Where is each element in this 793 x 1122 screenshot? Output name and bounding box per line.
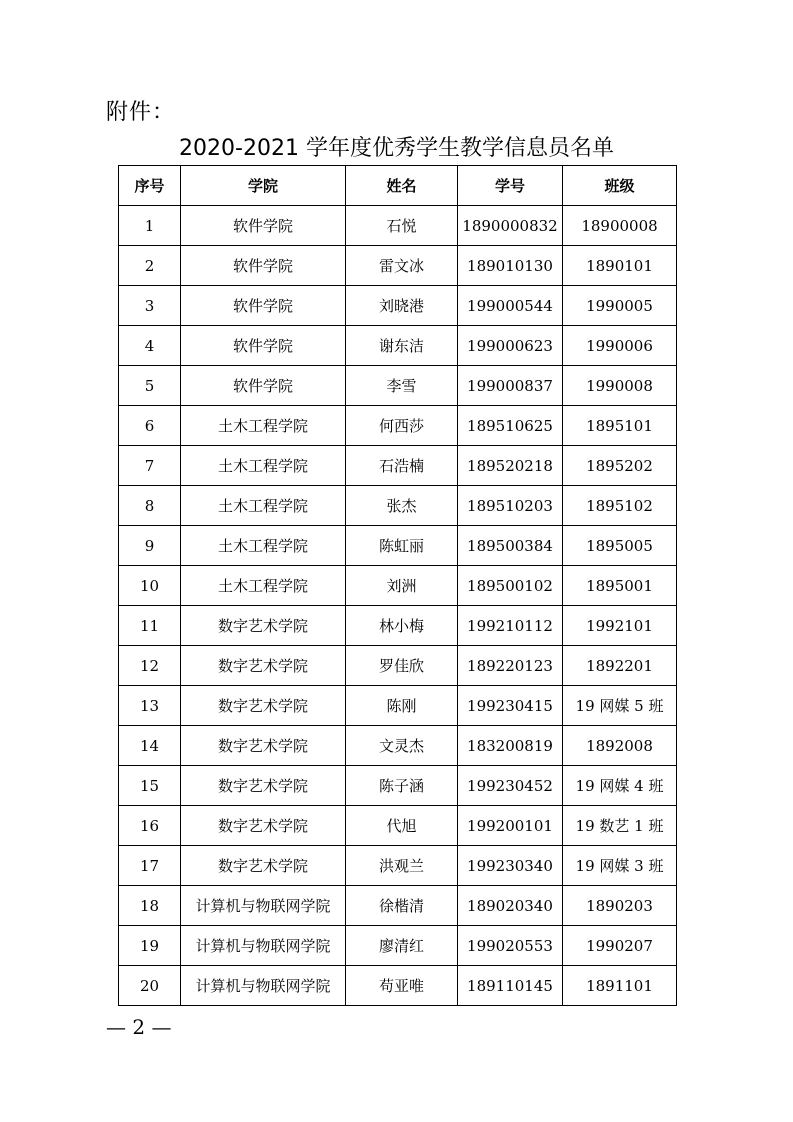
table-row [119, 726, 677, 766]
cell-name: 代旭 [346, 806, 458, 846]
cell-student-id: 189510625 [458, 406, 563, 446]
cell-name: 陈虹丽 [346, 526, 458, 566]
cell-student-id: 183200819 [458, 726, 563, 766]
cell-class: 1895101 [563, 406, 677, 446]
cell-college: 数字艺术学院 [181, 806, 346, 846]
cell-name: 陈子涵 [346, 766, 458, 806]
cell-name: 何西莎 [346, 406, 458, 446]
cell-student-id: 189110145 [458, 966, 563, 1006]
cell-index: 18 [119, 886, 181, 926]
table-row [119, 406, 677, 446]
cell-class: 19 网媒 5 班 [563, 686, 677, 726]
table-row [119, 886, 677, 926]
table-row [119, 326, 677, 366]
cell-college: 数字艺术学院 [181, 646, 346, 686]
table-row [119, 686, 677, 726]
cell-college: 数字艺术学院 [181, 606, 346, 646]
cell-college: 计算机与物联网学院 [181, 926, 346, 966]
cell-student-id: 189010130 [458, 246, 563, 286]
cell-college: 土木工程学院 [181, 526, 346, 566]
cell-name: 林小梅 [346, 606, 458, 646]
cell-college: 数字艺术学院 [181, 686, 346, 726]
table-body [119, 206, 677, 1006]
cell-student-id: 189520218 [458, 446, 563, 486]
cell-index: 3 [119, 286, 181, 326]
cell-class: 1990008 [563, 366, 677, 406]
cell-college: 计算机与物联网学院 [181, 966, 346, 1006]
cell-class: 1895102 [563, 486, 677, 526]
cell-student-id: 189020340 [458, 886, 563, 926]
cell-college: 数字艺术学院 [181, 766, 346, 806]
table-header-row [119, 166, 677, 206]
cell-college: 土木工程学院 [181, 486, 346, 526]
table-row [119, 486, 677, 526]
table-row [119, 806, 677, 846]
cell-student-id: 199230340 [458, 846, 563, 886]
cell-index: 10 [119, 566, 181, 606]
header-index: 序号 [119, 166, 181, 206]
cell-class: 1890203 [563, 886, 677, 926]
cell-class: 19 数艺 1 班 [563, 806, 677, 846]
cell-college: 土木工程学院 [181, 566, 346, 606]
cell-name: 刘晓港 [346, 286, 458, 326]
cell-index: 7 [119, 446, 181, 486]
cell-index: 4 [119, 326, 181, 366]
cell-index: 16 [119, 806, 181, 846]
cell-student-id: 189500102 [458, 566, 563, 606]
cell-student-id: 1890000832 [458, 206, 563, 246]
cell-class: 1990006 [563, 326, 677, 366]
header-class: 班级 [563, 166, 677, 206]
cell-name: 石浩楠 [346, 446, 458, 486]
cell-index: 12 [119, 646, 181, 686]
cell-student-id: 189220123 [458, 646, 563, 686]
cell-index: 5 [119, 366, 181, 406]
cell-student-id: 199210112 [458, 606, 563, 646]
cell-college: 数字艺术学院 [181, 726, 346, 766]
cell-index: 6 [119, 406, 181, 446]
cell-college: 土木工程学院 [181, 446, 346, 486]
cell-class: 1895202 [563, 446, 677, 486]
cell-class: 1895005 [563, 526, 677, 566]
cell-name: 李雪 [346, 366, 458, 406]
cell-student-id: 189510203 [458, 486, 563, 526]
cell-college: 数字艺术学院 [181, 846, 346, 886]
table-row [119, 966, 677, 1006]
cell-class: 1892008 [563, 726, 677, 766]
cell-name: 刘洲 [346, 566, 458, 606]
table-row [119, 286, 677, 326]
cell-college: 计算机与物联网学院 [181, 886, 346, 926]
table-row [119, 926, 677, 966]
cell-name: 洪观兰 [346, 846, 458, 886]
table-row [119, 246, 677, 286]
cell-college: 软件学院 [181, 206, 346, 246]
cell-name: 罗佳欣 [346, 646, 458, 686]
roster-table [118, 165, 677, 1006]
page-number: — 2 — [106, 1015, 172, 1039]
cell-name: 苟亚唯 [346, 966, 458, 1006]
cell-name: 谢东洁 [346, 326, 458, 366]
cell-student-id: 189500384 [458, 526, 563, 566]
cell-class: 19 网媒 3 班 [563, 846, 677, 886]
cell-index: 2 [119, 246, 181, 286]
cell-index: 9 [119, 526, 181, 566]
cell-student-id: 199230415 [458, 686, 563, 726]
cell-student-id: 199000623 [458, 326, 563, 366]
cell-student-id: 199000837 [458, 366, 563, 406]
cell-name: 雷文冰 [346, 246, 458, 286]
cell-name: 廖清红 [346, 926, 458, 966]
table-row [119, 646, 677, 686]
cell-index: 13 [119, 686, 181, 726]
cell-student-id: 199230452 [458, 766, 563, 806]
cell-name: 徐楷清 [346, 886, 458, 926]
cell-college: 软件学院 [181, 286, 346, 326]
cell-name: 陈刚 [346, 686, 458, 726]
table-row [119, 366, 677, 406]
table-row [119, 766, 677, 806]
header-name: 姓名 [346, 166, 458, 206]
cell-index: 20 [119, 966, 181, 1006]
header-student-id: 学号 [458, 166, 563, 206]
cell-index: 1 [119, 206, 181, 246]
cell-index: 19 [119, 926, 181, 966]
cell-index: 11 [119, 606, 181, 646]
cell-class: 1891101 [563, 966, 677, 1006]
cell-class: 1895001 [563, 566, 677, 606]
cell-class: 1990207 [563, 926, 677, 966]
table-row [119, 526, 677, 566]
cell-class: 1890101 [563, 246, 677, 286]
cell-college: 软件学院 [181, 246, 346, 286]
table-row [119, 846, 677, 886]
table-row [119, 566, 677, 606]
cell-index: 15 [119, 766, 181, 806]
cell-class: 1990005 [563, 286, 677, 326]
cell-name: 石悦 [346, 206, 458, 246]
cell-college: 软件学院 [181, 326, 346, 366]
cell-name: 张杰 [346, 486, 458, 526]
cell-student-id: 199200101 [458, 806, 563, 846]
table-row [119, 446, 677, 486]
cell-student-id: 199020553 [458, 926, 563, 966]
cell-class: 19 网媒 4 班 [563, 766, 677, 806]
header-college: 学院 [181, 166, 346, 206]
cell-class: 1992101 [563, 606, 677, 646]
table-row [119, 206, 677, 246]
cell-name: 文灵杰 [346, 726, 458, 766]
attachment-label: 附件： [106, 100, 176, 125]
cell-index: 14 [119, 726, 181, 766]
cell-college: 土木工程学院 [181, 406, 346, 446]
cell-college: 软件学院 [181, 366, 346, 406]
cell-student-id: 199000544 [458, 286, 563, 326]
cell-index: 8 [119, 486, 181, 526]
document-title: 2020-2021 学年度优秀学生教学信息员名单 [179, 136, 614, 161]
cell-index: 17 [119, 846, 181, 886]
cell-class: 18900008 [563, 206, 677, 246]
cell-class: 1892201 [563, 646, 677, 686]
table-row [119, 606, 677, 646]
